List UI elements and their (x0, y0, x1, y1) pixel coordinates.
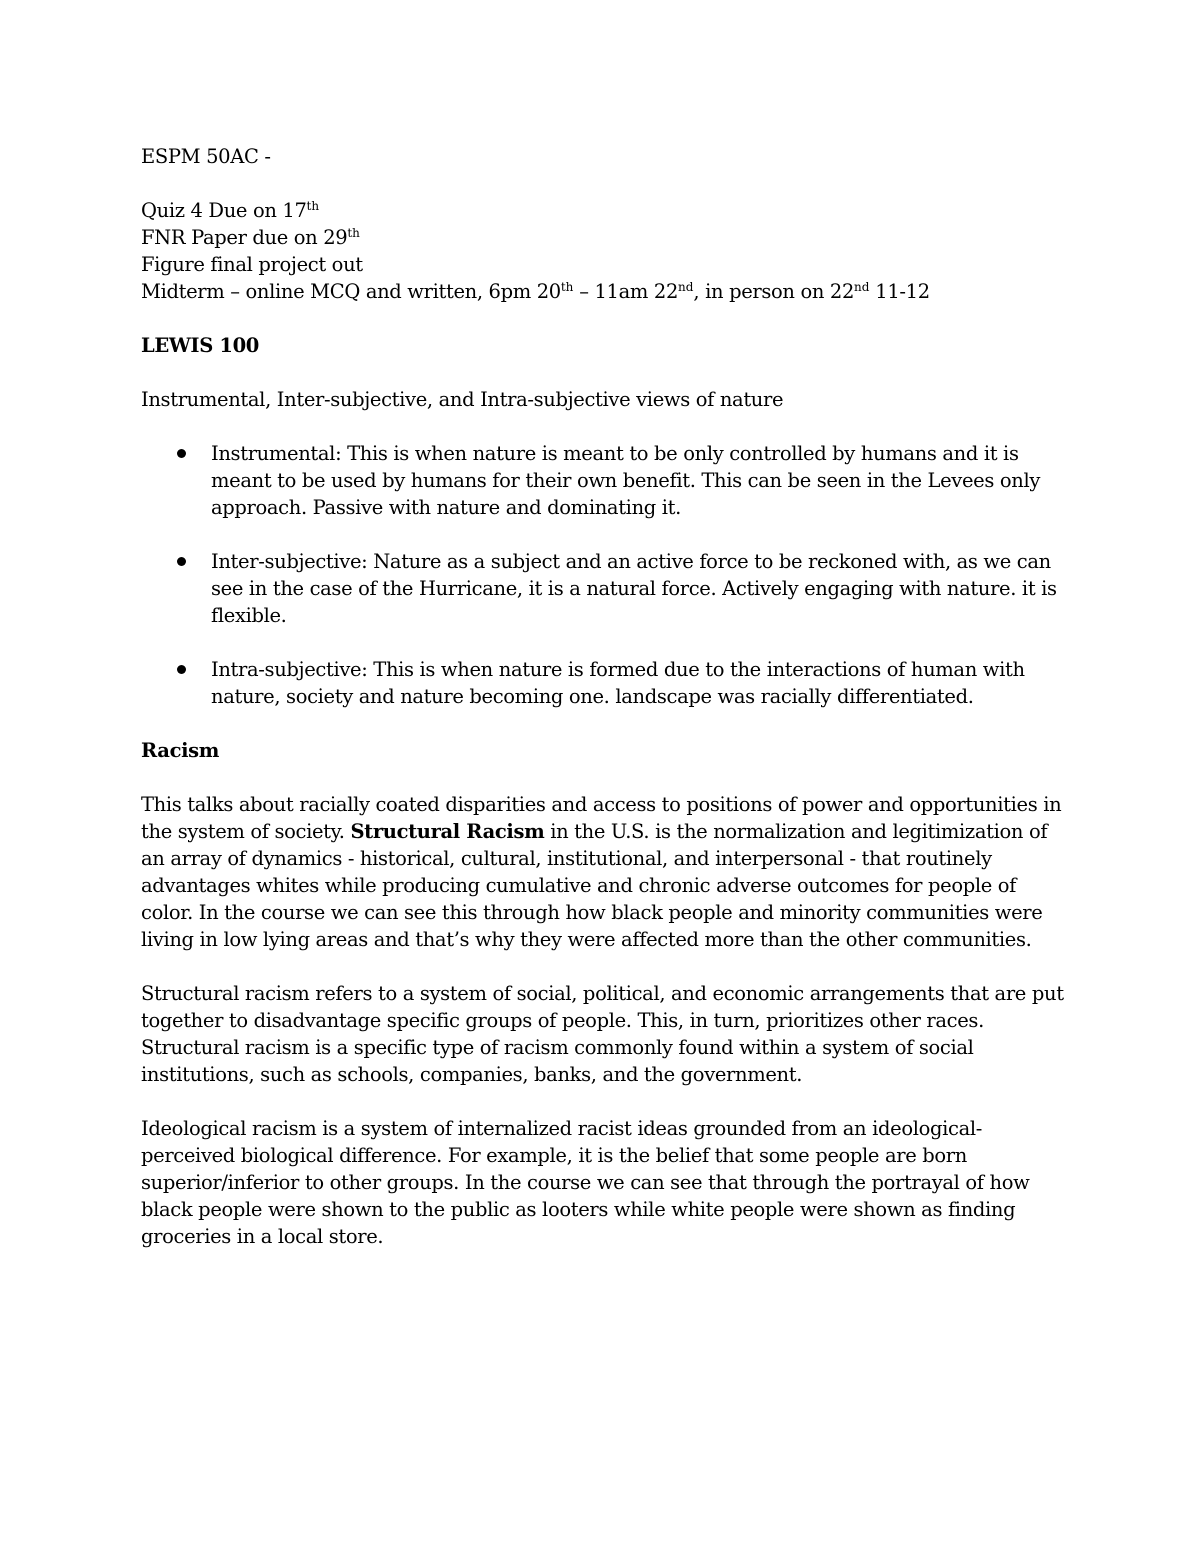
list-item-instrumental: Instrumental: This is when nature is meant to be only controlled by humans and it is meant to be used by humans for their own benefit. This can be seen in the Levees only approach. Passive with nature and dominating it. (141, 440, 1056, 521)
racism-paragraph-3: Ideological racism is a system of internalized racist ideas grounded from an ideological- perceived biological difference. For example, it is the belief that some people are born superior/inferior to other groups. In the course we can see that through the portrayal of how black people were shown to the public as looters while white people were shown as finding groceries in a local store. (141, 1117, 1030, 1248)
course-title: ESPM 50AC - (141, 145, 271, 168)
list-item-inter-subjective: Inter-subjective: Nature as a subject and an active force to be reckoned with, as we can see in the case of the Hurricane, it is a natural force. Actively engaging with nature. it is flexible. (141, 548, 1056, 629)
final-project-line: Figure final project out (141, 253, 363, 276)
bullet-icon (177, 449, 186, 458)
blank-line (141, 359, 1056, 386)
racism-heading: Racism (141, 739, 220, 762)
lewis-intro: Instrumental, Inter-subjective, and Intra-subjective views of nature (141, 388, 784, 411)
blank-line (141, 413, 1056, 440)
list-item-intra-subjective: Intra-subjective: This is when nature is formed due to the interactions of human with nature, society and nature becoming one. landscape was racially differentiated. (141, 656, 1056, 710)
lewis-heading: LEWIS 100 (141, 334, 260, 357)
bullet-icon (177, 665, 186, 674)
blank-line (141, 764, 1056, 791)
racism-paragraph-1: This talks about racially coated disparities and access to positions of power and opportunities in the system of society. Structural Racism in the U.S. is the normalization and legitimization of an array of dynamics - historical, cultural, institutional, and interpersonal - that routinely advantages whites while producing cumulative and chronic adverse outcomes for people of color. In the course we can see this through how black people and minority communities were living in low lying areas and that’s why they were affected more than the other communities. (141, 793, 1062, 951)
views-of-nature-list (141, 440, 1056, 710)
midterm-line: Midterm – online MCQ and written, 6pm 20th – 11am 22nd, in person on 22nd 11-12 (141, 280, 930, 303)
paper-line: FNR Paper due on 29th (141, 226, 360, 249)
blank-line (141, 1088, 1056, 1115)
blank-line (141, 170, 1056, 197)
quiz-line: Quiz 4 Due on 17th (141, 199, 320, 222)
bullet-icon (177, 557, 186, 566)
document-content (141, 143, 1064, 1250)
racism-paragraph-2: Structural racism refers to a system of social, political, and economic arrangements that are put together to disadvantage specific groups of people. This, in turn, prioritizes other races. Structural racism is a specific type of racism commonly found within a system of social institutions, such as schools, companies, banks, and the government. (141, 982, 1064, 1086)
blank-line (141, 953, 1056, 980)
announcements (141, 197, 1056, 305)
structural-racism-term: Structural Racism (350, 820, 545, 843)
